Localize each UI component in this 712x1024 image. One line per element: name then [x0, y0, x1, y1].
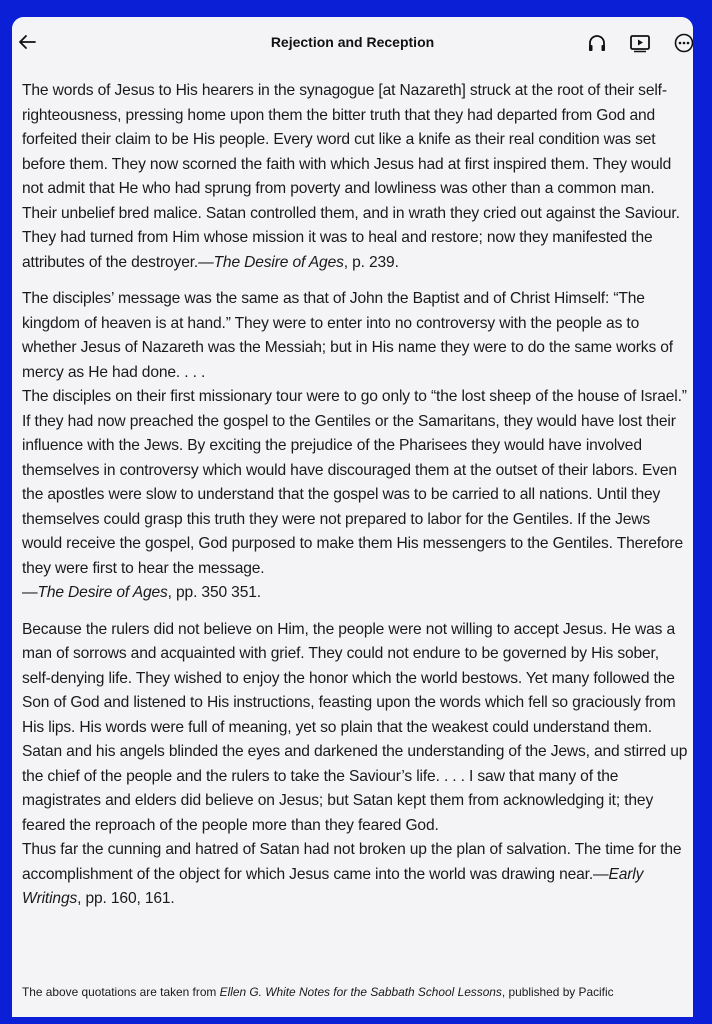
paragraph: Because the rulers did not believe on Him, the people were not willing to accept Jesus. He was a man of sorrows and acquainted with grief. They could not endure to be governed by His sober, self-denying life. They wished to enjoy the honor which the world bestows. Yet many followed the Son of God and listened to His instructions, feasting upon the words which fell so graciously from His lips. His words were full of meaning, yet so plain that the weakest could understand them.: [22, 620, 676, 736]
reader-window: [12, 17, 693, 1017]
footer-prefix: The above quotations are taken from: [22, 985, 220, 999]
source-title: Early Writings: [22, 865, 644, 907]
more-options-icon[interactable]: [672, 31, 693, 55]
footer-note: [22, 985, 692, 999]
paragraph: The words of Jesus to His hearers in the synagogue [at Nazareth] struck at the root of their self-righteousness, pressing home upon them the bitter truth that they had departed from God and forfeited their claim to be His people. Every word cut like a knife as their real condition was set before them. They now scorned the faith with which Jesus had at first inspired them. They would not admit that He who had sprung from poverty and lowliness was other than a common man.: [22, 82, 672, 197]
paragraph: Satan and his angels blinded the eyes and darkened the understanding of the Jews, and stirred up the chief of the people and the rulers to take the Saviour’s life. . . . I saw that many of the magistrates and elders did believe on Jesus; but Satan kept them from acknowledging it; they feared the reproach of the people more than they feared God.: [22, 743, 688, 834]
paragraph: [22, 838, 688, 912]
paragraph-text: The disciples on their first missionary tour were to go only to “the lost sheep of the house of Israel.” If they had now preached the gospel to the Gentiles or the Samaritans, they would have lost their influence with the Jews. By exciting the prejudice of the Pharisees they would have involved themselves in controversy which would have discouraged them at the outset of their labors. Even the apostles were slow to understand that the gospel was to be carried to all nations. Until they themselves could grasp this truth they were not prepared to labor for the Gentiles. If the Jews would receive the gospel, God purposed to make them His messengers to the Gentiles. Therefore they were first to hear the message.: [22, 388, 687, 577]
article-body: [22, 79, 688, 912]
footer-suffix: , published by Pacific: [501, 985, 614, 999]
dash: —: [22, 584, 38, 601]
headphones-icon[interactable]: [585, 31, 609, 55]
paragraph: [22, 385, 688, 606]
paragraph: The disciples’ message was the same as that of John the Baptist and of Christ Himself: “The kingdom of heaven is at hand.” They were to enter into no controversy with the people as to whether Jesus of Nazareth was the Messiah; but in His name they were to do the same works of mercy as He had done. . . .: [22, 290, 673, 381]
top-bar: [12, 17, 693, 69]
page-reference: , pp. 350 351.: [167, 584, 261, 601]
paragraph: [22, 202, 688, 276]
paragraph-text: Their unbelief bred malice. Satan controlled them, and in wrath they cried out against the Saviour. They had turned from Him whose mission it was to heal and restore; now they manifested the attributes of the destroyer.—: [22, 204, 680, 271]
page-title: Rejection and Reception: [270, 34, 435, 50]
source-title: The Desire of Ages: [213, 253, 344, 271]
paragraph-text: Thus far the cunning and hatred of Satan had not broken up the plan of salvation. The time for the accomplishment of the object for which Jesus came into the world was drawing near.—: [22, 841, 682, 883]
page-reference: , p. 239.: [343, 253, 399, 271]
play-video-icon[interactable]: [628, 31, 652, 55]
source-title: The Desire of Ages: [37, 584, 168, 601]
page-reference: , pp. 160, 161.: [77, 890, 175, 907]
footer-source: Ellen G. White Notes for the Sabbath School Lessons: [219, 985, 502, 999]
